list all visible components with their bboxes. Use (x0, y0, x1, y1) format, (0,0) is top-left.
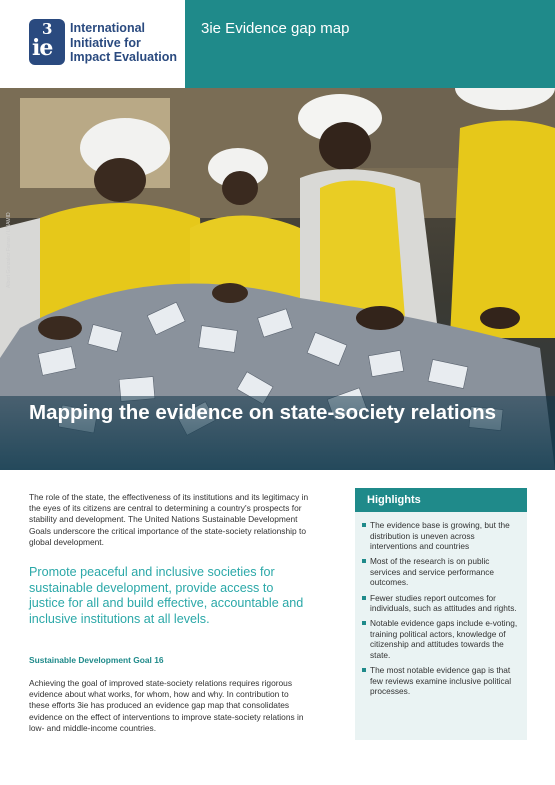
page-header (0, 0, 555, 88)
logo-mark-top: 3 (42, 20, 53, 38)
highlight-text: The most notable evidence gap is that few reviews examine inclusive political processes. (370, 665, 512, 697)
highlight-text: The evidence base is growing, but the distribution is uneven across interventions and countries (370, 520, 510, 552)
highlights-box (355, 488, 527, 740)
organization-name-line: International (70, 21, 146, 35)
photo-credit: Albert Gonzalez Farran / UNAMID (6, 212, 12, 288)
list-item (362, 618, 519, 660)
highlight-text: Notable evidence gaps include e-voting, training political actors, knowledge of citizenship and attitudes towards the state. (370, 618, 518, 661)
highlights-list (355, 512, 527, 697)
intro-paragraph: The role of the state, the effectiveness of its institutions and its legitimacy in the eyes of its citizens are central to determining a country's prospects for stability and development. The United Nations Sustainable Development Goals underscore the critical importance of the state-society relationship to global development. (29, 492, 309, 547)
document-type: 3ie Evidence gap map (201, 20, 350, 37)
list-item (362, 593, 519, 614)
highlights-heading: Highlights (355, 488, 527, 512)
bullet-icon (362, 621, 366, 625)
bullet-icon (362, 668, 366, 672)
sdg-attribution: Sustainable Development Goal 16 (29, 655, 164, 665)
logo (0, 0, 185, 88)
body-paragraph: Achieving the goal of improved state-society relations requires rigorous evidence about what works, for whom, how and why. In contribution to these efforts 3ie has produced an evidence gap map that consolidates evidence on the effect of interventions to improve state-society relations in low- and middle-income countries. (29, 678, 304, 733)
header-banner (185, 0, 555, 88)
page-title: Mapping the evidence on state-society relations (29, 401, 497, 424)
list-item (362, 556, 519, 588)
logo-mark-bottom: ie (32, 35, 53, 61)
highlight-text: Most of the research is on public services and service performance outcomes. (370, 556, 495, 588)
organization-name-line: Impact Evaluation (70, 50, 177, 64)
sdg-quote: Promote peaceful and inclusive societies for sustainable development, provide access to justice for all and build effective, accountable and inclusive institutions at all levels. (29, 565, 304, 626)
organization-name (70, 21, 185, 65)
bullet-icon (362, 596, 366, 600)
bullet-icon (362, 523, 366, 527)
bullet-icon (362, 559, 366, 563)
organization-name-line: Initiative for (70, 35, 141, 50)
list-item (362, 520, 519, 552)
list-item (362, 665, 519, 697)
highlight-text: Fewer studies report outcomes for individuals, such as attitudes and rights. (370, 592, 517, 614)
logo-mark-icon (29, 19, 65, 65)
